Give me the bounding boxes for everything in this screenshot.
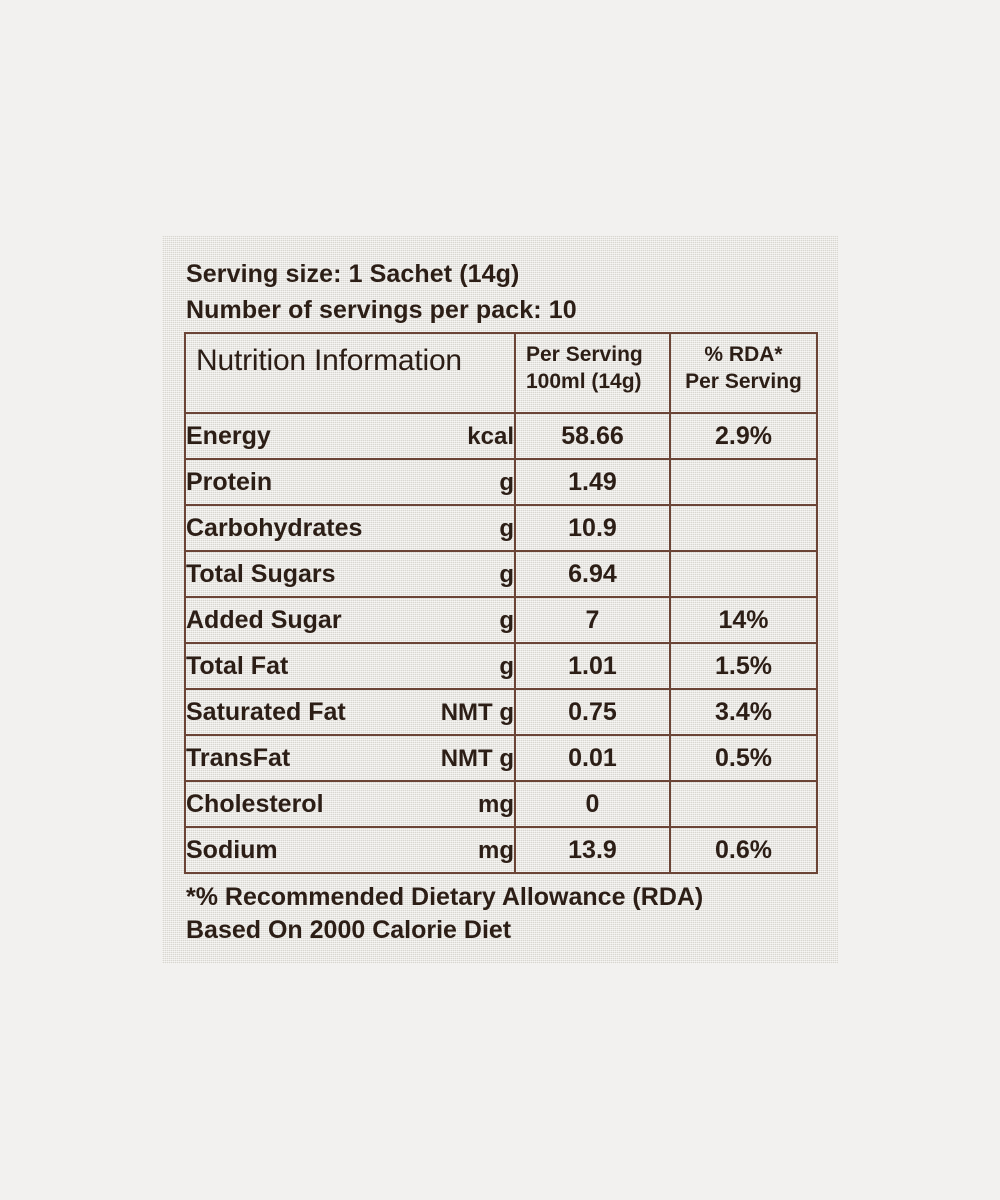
nutrient-value: 13.9 bbox=[515, 827, 670, 873]
nutrient-name: Carbohydrates bbox=[186, 513, 363, 542]
header-title-text: Nutrition Information bbox=[196, 344, 462, 377]
nutrient-unit: NMT g bbox=[440, 698, 514, 726]
nutrient-name: Added Sugar bbox=[186, 605, 342, 634]
nutrient-rda: 3.4% bbox=[670, 689, 817, 735]
nutrient-name: Sodium bbox=[186, 835, 278, 864]
footnote-line-2: Based On 2000 Calorie Diet bbox=[186, 916, 512, 944]
table-row bbox=[185, 505, 817, 551]
nutrient-unit: mg bbox=[478, 836, 514, 864]
nutrient-unit: g bbox=[499, 652, 514, 680]
nutrient-cell bbox=[185, 781, 515, 827]
serving-size-text: Serving size: 1 Sachet (14g) bbox=[186, 260, 520, 288]
table-row bbox=[185, 827, 817, 873]
nutrient-cell bbox=[185, 827, 515, 873]
nutrient-rda bbox=[670, 551, 817, 597]
header-per-serving-line2: 100ml (14g) bbox=[526, 370, 642, 393]
header-nutrition-information bbox=[185, 333, 515, 413]
header-rda-line1: % RDA* bbox=[704, 343, 783, 366]
table-header bbox=[185, 333, 817, 413]
table-row bbox=[185, 459, 817, 505]
table-row bbox=[185, 643, 817, 689]
nutrient-unit: mg bbox=[478, 790, 514, 818]
nutrient-rda: 14% bbox=[670, 597, 817, 643]
nutrition-label-panel bbox=[162, 236, 838, 964]
nutrient-rda: 1.5% bbox=[670, 643, 817, 689]
nutrient-rda bbox=[670, 781, 817, 827]
nutrient-rda: 0.6% bbox=[670, 827, 817, 873]
nutrient-cell bbox=[185, 505, 515, 551]
header-per-serving-line1: Per Serving bbox=[526, 343, 643, 366]
header-per-serving bbox=[515, 333, 670, 413]
nutrient-value: 0.01 bbox=[515, 735, 670, 781]
table-body bbox=[185, 413, 817, 873]
nutrient-rda: 0.5% bbox=[670, 735, 817, 781]
nutrient-cell bbox=[185, 735, 515, 781]
nutrient-value: 0.75 bbox=[515, 689, 670, 735]
nutrient-value: 6.94 bbox=[515, 551, 670, 597]
nutrient-rda: 2.9% bbox=[670, 413, 817, 459]
nutrient-unit: g bbox=[499, 560, 514, 588]
nutrient-cell bbox=[185, 689, 515, 735]
nutrient-unit: NMT g bbox=[440, 744, 514, 772]
nutrient-name: Cholesterol bbox=[186, 789, 324, 818]
nutrient-value: 10.9 bbox=[515, 505, 670, 551]
nutrient-name: Protein bbox=[186, 467, 273, 496]
nutrient-rda bbox=[670, 459, 817, 505]
table-row bbox=[185, 551, 817, 597]
footnote-line-1: *% Recommended Dietary Allowance (RDA) bbox=[186, 883, 704, 911]
header-rda-line2: Per Serving bbox=[685, 370, 802, 393]
nutrient-cell bbox=[185, 643, 515, 689]
nutrient-value: 58.66 bbox=[515, 413, 670, 459]
nutrient-unit: g bbox=[499, 468, 514, 496]
nutrient-name: Saturated Fat bbox=[186, 697, 346, 726]
nutrient-name: Energy bbox=[186, 421, 271, 450]
serving-info bbox=[186, 256, 806, 328]
footnote bbox=[186, 881, 826, 947]
nutrient-value: 1.01 bbox=[515, 643, 670, 689]
table-row bbox=[185, 781, 817, 827]
table-row bbox=[185, 689, 817, 735]
table-row bbox=[185, 597, 817, 643]
nutrient-cell bbox=[185, 597, 515, 643]
table-row bbox=[185, 735, 817, 781]
nutrient-unit: g bbox=[499, 606, 514, 634]
nutrient-name: TransFat bbox=[186, 743, 291, 772]
nutrient-name: Total Sugars bbox=[186, 559, 336, 588]
nutrient-value: 0 bbox=[515, 781, 670, 827]
nutrient-value: 7 bbox=[515, 597, 670, 643]
nutrient-rda bbox=[670, 505, 817, 551]
nutrient-name: Total Fat bbox=[186, 651, 289, 680]
nutrient-value: 1.49 bbox=[515, 459, 670, 505]
servings-per-pack-text: Number of servings per pack: 10 bbox=[186, 296, 577, 324]
nutrient-unit: kcal bbox=[467, 422, 514, 450]
nutrient-unit: g bbox=[499, 514, 514, 542]
nutrition-information-table bbox=[184, 332, 818, 874]
nutrient-cell bbox=[185, 413, 515, 459]
nutrient-cell bbox=[185, 459, 515, 505]
nutrient-cell bbox=[185, 551, 515, 597]
table-row bbox=[185, 413, 817, 459]
header-rda bbox=[670, 333, 817, 413]
